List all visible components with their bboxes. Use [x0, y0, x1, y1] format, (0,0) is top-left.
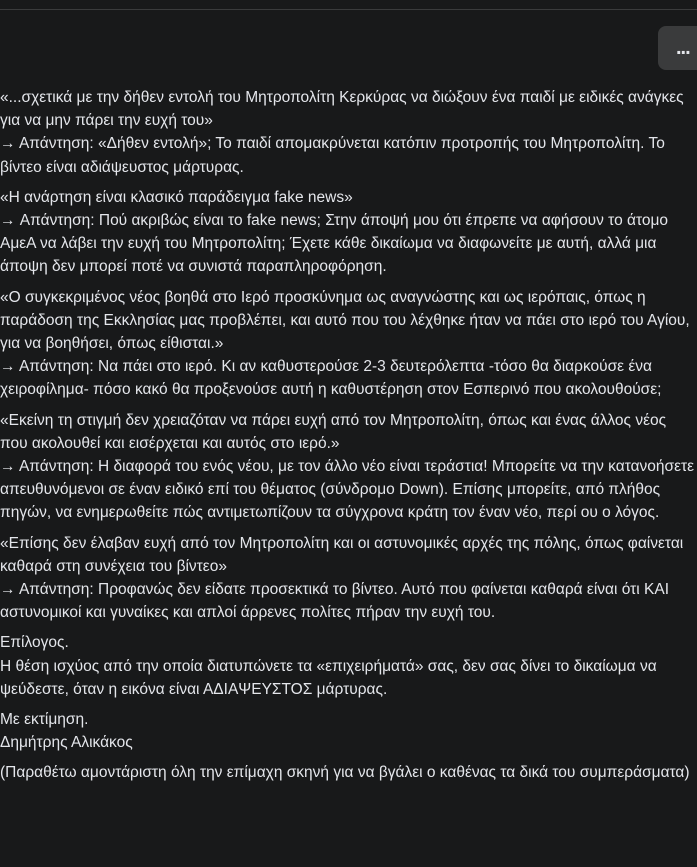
more-icon: ...	[676, 37, 690, 59]
post-text	[0, 86, 697, 792]
paragraph-video-note: (Παραθέτω αμοντάριστη όλη την επίμαχη σκηνή για να βγάλει ο καθένας τα δικά του συμπεράσματα)	[0, 764, 690, 782]
paragraph-claim-2: «Η ανάρτηση είναι κλασικό παράδειγμα fake news» → Απάντηση: Πού ακριβώς είναι το fake news; Στην άποψή μου ότι έπρεπε να αφήσουν το άτομο ΑμεΑ να λάβει την ευχή του Μητροπολίτη; Έχετε κάθε δικαίωμα να διαφωνείτε με αυτή, αλλά μια άποψη δεν μπορεί ποτέ να συνιστά παραπληροφόρηση.	[0, 188, 669, 276]
paragraph-claim-3: «Ο συγκεκριμένος νέος βοηθά στο Ιερό προσκύνημα ως αναγνώστης και ως ιερόπαις, όπως η παράδοση της Εκκλησίας μας προβλέπει, και αυτό που του λέχθηκε ήταν να πάει στο ιερό του Αγίου, για να βοηθήσει, όπως είθισται.» → Απάντηση: Να πάει στο ιερό. Κι αν καθυστερούσε 2-3 δευτερόλεπτα -τόσο θα διαρκούσε ένα χειροφίλημα- πόσο κακό θα προξενούσε αυτή η καθυστέρηση στον Εσπερινό που ακολουθούσε;	[0, 288, 690, 399]
paragraph-epilogue: Επίλογος. Η θέση ισχύος από την οποία διατυπώνετε τα «επιχειρήματά» σας, δεν σας δίνει το δικαίωμα να ψεύδεστε, όταν η εικόνα είναι ΑΔΙΑΨΕΥΣΤΟΣ μάρτυρας.	[0, 634, 657, 698]
more-options-button[interactable]	[658, 26, 697, 70]
top-divider	[0, 9, 697, 10]
paragraph-signature: Με εκτίμηση. Δημήτρης Αλικάκος	[0, 711, 133, 752]
paragraph-claim-1: «...σχετικά με την δήθεν εντολή του Μητροπολίτη Κερκύρας να διώξουν ένα παιδί με ειδικές ανάγκες για να μην πάρει την ευχή του» → Απάντηση: «Δήθεν εντολή»; Το παιδί απομακρύνεται κατόπιν προτροπής του Μητροπολίτη. Το βίντεο είναι αδιάψευστος μάρτυρας.	[0, 89, 684, 176]
paragraph-claim-4: «Εκείνη τη στιγμή δεν χρειαζόταν να πάρει ευχή από τον Μητροπολίτη, όπως και ένας άλλος νέος που ακολουθεί και εισέρχεται και αυτός στο ιερό.» → Απάντηση: Η διαφορά του ενός νέου, με τον άλλο νέο είναι τεράστια! Μπορείτε να την κατανοήσετε απευθυνόμενοι σε έναν ειδικό επί του θέματος (σύνδρομο Down). Επίσης μπορείτε, από πλήθος πηγών, να ενημερωθείτε πώς αντιμετωπίζουν τα σύγχρονα κράτη τον έναν νέο, περί ου ο λόγος.	[0, 411, 695, 522]
paragraph-claim-5: «Επίσης δεν έλαβαν ευχή από τον Μητροπολίτη και οι αστυνομικές αρχές της πόλης, όπως φαίνεται καθαρά στη συνέχεια του βίντεο» → Απάντηση: Προφανώς δεν είδατε προσεκτικά το βίντεο. Αυτό που φαίνεται καθαρά είναι ότι ΚΑΙ αστυνομικοί και γυναίκες και απλοί άρρενες πολίτες πήραν την ευχή του.	[0, 534, 684, 622]
